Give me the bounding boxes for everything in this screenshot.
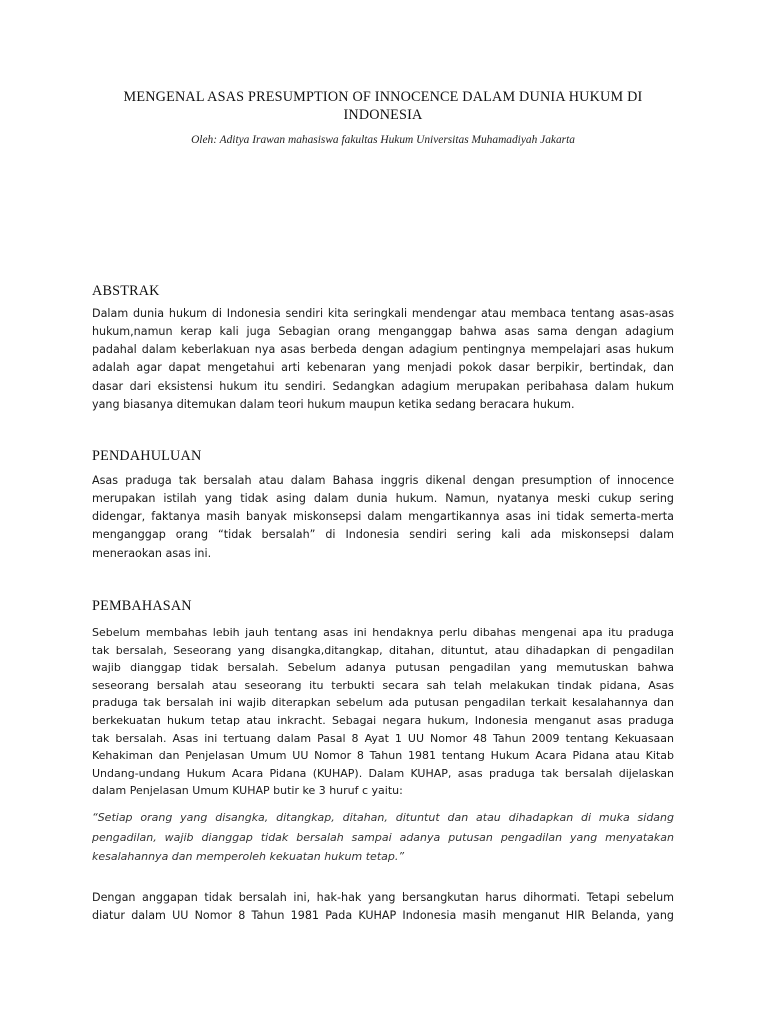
paragraph-line: hukum,namun kerap kali juga Sebagian orang menganggap bahwa asas sama dengan adagium [92,325,674,339]
paragraph-line: Dengan anggapan tidak bersalah ini, hak-hak yang bersangkutan harus dihormati. Tetapi sebelum [92,891,674,904]
paragraph-line: diatur dalam UU Nomor 8 Tahun 1981 Pada KUHAP Indonesia masih menganut HIR Belanda, yang [92,909,674,923]
paragraph-line: dasar dari eksistensi hukum itu sendiri. Sedangkan adagium merupakan peribahasa dalam hukum [92,379,674,393]
kuhap-quote [92,808,674,867]
paragraph-line: menganggap orang “tidak bersalah” di Indonesia sendiri sering kali ada miskonsepsi dalam [92,528,674,542]
section-heading-pendahuluan: PENDAHULUAN [92,448,202,464]
paragraph-line: merupakan istilah yang tidak asing dalam dunia hukum. Namun, nyatanya meski cukup sering [92,492,674,506]
section-heading-pembahasan: PEMBAHASAN [92,598,192,614]
paragraph-line: didengar, faktanya masih banyak miskonsepsi dalam mengartikannya asas ini tidak semerta-merta [92,510,674,524]
pendahuluan-paragraph [92,472,674,563]
paragraph-line: padahal dalam keberlakuan nya asas berbeda dengan adagium pentingnya mempelajari asas hukum [92,343,674,357]
paragraph-line: Dalam dunia hukum di Indonesia sendiri kita seringkali mendengar atau membaca tentang asas-asas [92,307,674,320]
section-heading-abstrak: ABSTRAK [92,283,160,299]
quote-line: pengadilan, wajib dianggap tidak bersalah sampai adanya putusan pengadilan yang menyatakan [92,830,674,844]
paragraph-line: dalam Penjelasan Umum KUHAP butir ke 3 huruf c yaitu: [92,784,403,798]
pembahasan-paragraph [92,624,674,800]
paragraph-line: Kehakiman dan Penjelasan Umum UU Nomor 8 Tahun 1981 tentang Hukum Acara Pidana atau Kitab [92,749,674,763]
paragraph-line: berkekuatan hukum tetap atau inkracht. Sebagai negara hukum, Indonesia menganut asas praduga [92,713,674,727]
paragraph-line: wajib dianggap tidak bersalah. Sebelum adanya putusan pengadilan yang memutuskan bahwa [92,661,674,675]
paragraph-line: tak bersalah. Asas ini tertuang dalam Pasal 8 Ayat 1 UU Nomor 48 Tahun 2009 tentang Kekuasaan [92,731,674,745]
quote-line: “Setiap orang yang disangka, ditangkap, ditahan, dituntut dan atau dihadapkan di muka sidang [92,811,674,824]
author-byline: Oleh: Aditya Irawan mahasiswa fakultas Hukum Universitas Muhamadiyah Jakarta [191,134,575,146]
pembahasan-continuation-paragraph [92,889,674,925]
document-title [92,88,674,124]
paragraph-line: meneraokan asas ini. [92,546,212,560]
paragraph-line: adalah agar dapat mengetahui arti kebenaran yang menjadi pokok dasar berpikir, bertindak, dan [92,361,674,375]
quote-line: kesalahannya dan memperoleh kekuatan hukum tetap.” [92,850,405,864]
title-line-2: INDONESIA [343,107,423,123]
paragraph-line: yang biasanya ditemukan dalam teori hukum maupun ketika sedang beracara hukum. [92,397,575,411]
paragraph-line: Asas praduga tak bersalah atau dalam Bahasa inggris dikenal dengan presumption of innocence [92,474,674,487]
abstrak-paragraph [92,305,674,414]
title-line-1: MENGENAL ASAS PRESUMPTION OF INNOCENCE DALAM DUNIA HUKUM DI [123,89,643,105]
paragraph-line: seseorang bersalah atau seseorang itu terbukti secara sah telah melakukan tindak pidana, Asas [92,678,674,692]
paragraph-line: tak bersalah, Seseorang yang disangka,ditangkap, ditahan, dituntut, atau dihadapkan di pengadilan [92,643,674,657]
paragraph-line: Undang-undang Hukum Acara Pidana (KUHAP). Dalam KUHAP, asas praduga tak bersalah dijelaskan [92,766,674,780]
paragraph-line: Sebelum membahas lebih jauh tentang asas ini hendaknya perlu dibahas mengenai apa itu praduga [92,626,674,639]
paragraph-line: praduga tak bersalah ini wajib diterapkan sebelum ada putusan pengadilan terkait kesalahannya dan [92,696,674,710]
